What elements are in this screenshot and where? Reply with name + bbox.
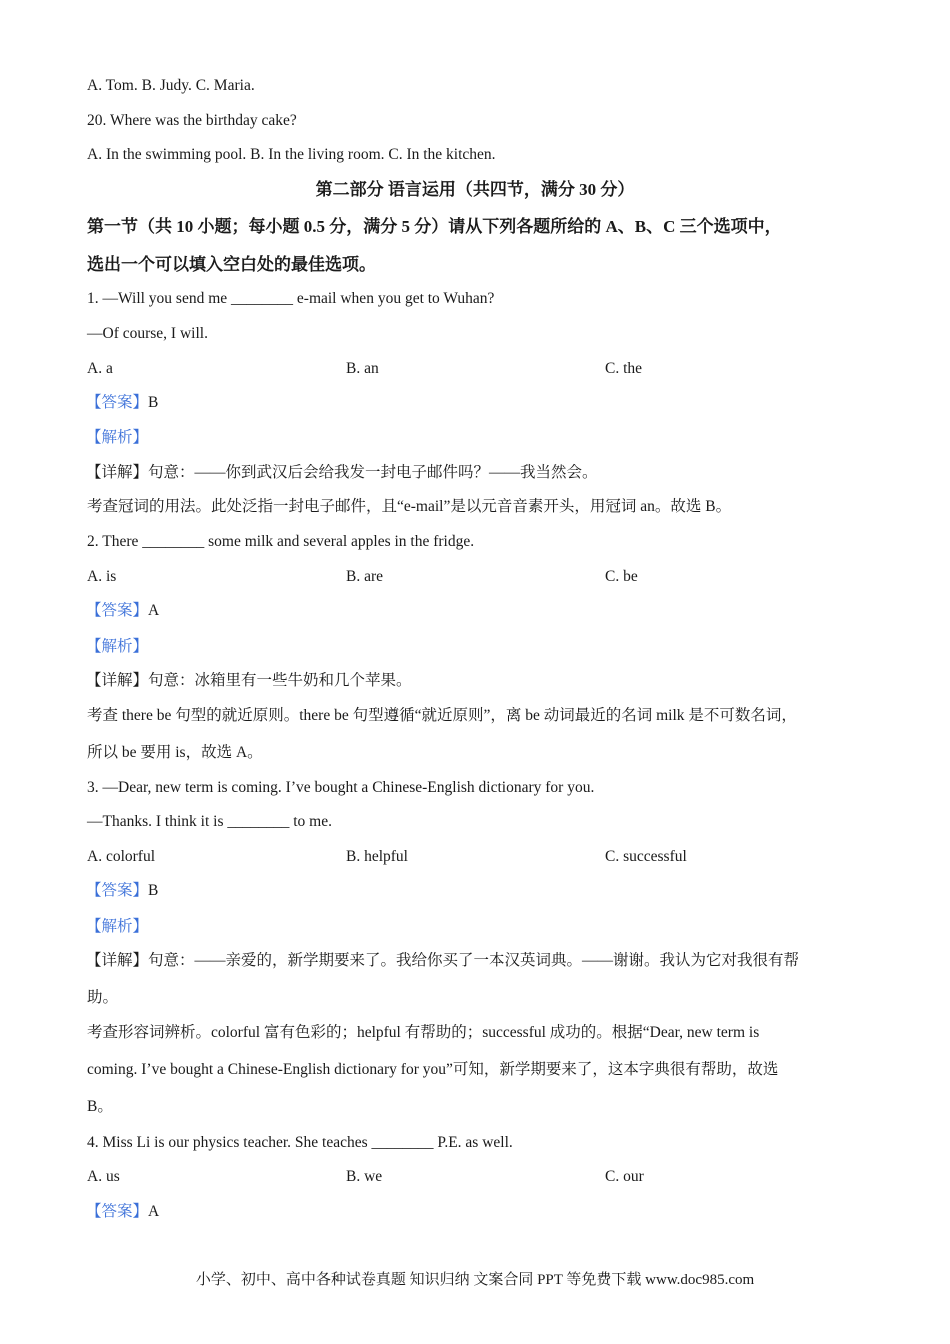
q2-explanation-line1: 考查 there be 句型的就近原则。there be 句型遵循“就近原则”，离 be 动词最近的名词 milk 是不可数名词， [87,707,797,724]
answer-label: 答案 [101,882,133,899]
q2-answer [86,601,159,621]
answer-bracket-close: 】 [132,882,149,899]
q3-explanation-line3: B。 [87,1098,113,1115]
answer-value: A [148,602,160,619]
answer-label: 答案 [101,394,133,411]
section1-title-line2: 选出一个可以填入空白处的最佳选项。 [87,255,376,274]
q3-question: 3. —Dear, new term is coming. I’ve bought a Chinese-English dictionary for you. [87,779,595,796]
detail-bracket-open: 【 [86,464,102,481]
q1-explanation: 考查冠词的用法。此处泛指一封电子邮件，且“e-mail”是以元音音素开头，用冠词 an。故选 B。 [87,498,732,515]
q1-detail [86,463,598,483]
answer-bracket-close: 】 [132,1203,149,1220]
detail-text: 句意：——你到武汉后会给我发一封电子邮件吗？——我当然会。 [148,464,598,481]
q3-explanation-line1: 考查形容词辨析。colorful 富有色彩的；helpful 有帮助的；successful 成功的。根据“Dear, new term is [87,1024,760,1041]
detail-label: 详解 [101,464,133,481]
q1-option-c: C. the [605,360,643,377]
q1-question: 1. —Will you send me ________ e-mail when you get to Wuhan? [87,290,495,307]
analysis-bracket-close: 】 [132,429,149,446]
q20-question: 20. Where was the birthday cake? [87,112,297,129]
q3-option-c: C. successful [605,848,687,865]
answer-bracket-close: 】 [132,394,149,411]
answer-bracket-open: 【 [86,602,102,619]
q3-explanation-line2: coming. I’ve bought a Chinese-English dictionary for you”可知，新学期要来了，这本字典很有帮助，故选 [87,1061,779,1078]
detail-text: 句意：——亲爱的，新学期要来了。我给你买了一本汉英词典。——谢谢。我认为它对我很有帮 [148,952,800,969]
part2-title: 第二部分 语言运用（共四节，满分 30 分） [315,180,635,199]
q1-option-a: A. a [87,360,113,377]
q19-options: A. Tom. B. Judy. C. Maria. [87,77,255,94]
detail-bracket-close: 】 [132,464,149,481]
q3-detail [86,951,799,971]
answer-bracket-open: 【 [86,1203,102,1220]
analysis-bracket-close: 】 [132,918,149,935]
q4-option-c: C. our [605,1168,644,1185]
section1-title-line1: 第一节（共 10 小题；每小题 0.5 分，满分 5 分）请从下列各题所给的 A、B、C 三个选项中， [87,217,782,236]
q2-option-a: A. is [87,568,117,585]
detail-label: 详解 [101,672,133,689]
q4-question: 4. Miss Li is our physics teacher. She teaches ________ P.E. as well. [87,1134,513,1151]
detail-bracket-close: 】 [132,672,149,689]
q2-option-c: C. be [605,568,638,585]
q2-option-b: B. are [346,568,384,585]
q4-option-a: A. us [87,1168,120,1185]
q2-explanation-line2: 所以 be 要用 is，故选 A。 [87,744,263,761]
q1-option-b: B. an [346,360,379,377]
q1-response: —Of course, I will. [87,325,208,342]
q1-analysis [86,428,148,448]
analysis-bracket-close: 】 [132,638,149,655]
answer-bracket-close: 】 [132,602,149,619]
page-footer: 小学、初中、高中各种试卷真题 知识归纳 文案合同 PPT 等免费下载 www.doc985.com [195,1272,755,1288]
analysis-bracket-open: 【 [86,918,102,935]
q2-detail [86,671,412,691]
q3-option-b: B. helpful [346,848,408,865]
answer-value: A [148,1203,160,1220]
answer-label: 答案 [101,1203,133,1220]
detail-bracket-close: 】 [132,952,149,969]
q3-option-a: A. colorful [87,848,156,865]
analysis-label: 解析 [101,638,133,655]
q2-analysis [86,637,148,657]
answer-bracket-open: 【 [86,882,102,899]
detail-bracket-open: 【 [86,952,102,969]
answer-bracket-open: 【 [86,394,102,411]
detail-text: 句意：冰箱里有一些牛奶和几个苹果。 [148,672,412,689]
q3-answer [86,881,158,901]
answer-value: B [148,394,159,411]
q2-question: 2. There ________ some milk and several apples in the fridge. [87,533,475,550]
analysis-bracket-open: 【 [86,429,102,446]
q3-detail-cont: 助。 [87,989,119,1006]
analysis-bracket-open: 【 [86,638,102,655]
answer-value: B [148,882,159,899]
detail-label: 详解 [101,952,133,969]
q3-analysis [86,917,148,937]
q4-answer [86,1202,159,1222]
q20-options: A. In the swimming pool. B. In the living room. C. In the kitchen. [87,146,496,163]
q4-option-b: B. we [346,1168,383,1185]
q3-response: —Thanks. I think it is ________ to me. [87,813,332,830]
analysis-label: 解析 [101,918,133,935]
analysis-label: 解析 [101,429,133,446]
answer-label: 答案 [101,602,133,619]
detail-bracket-open: 【 [86,672,102,689]
q1-answer [86,393,158,413]
